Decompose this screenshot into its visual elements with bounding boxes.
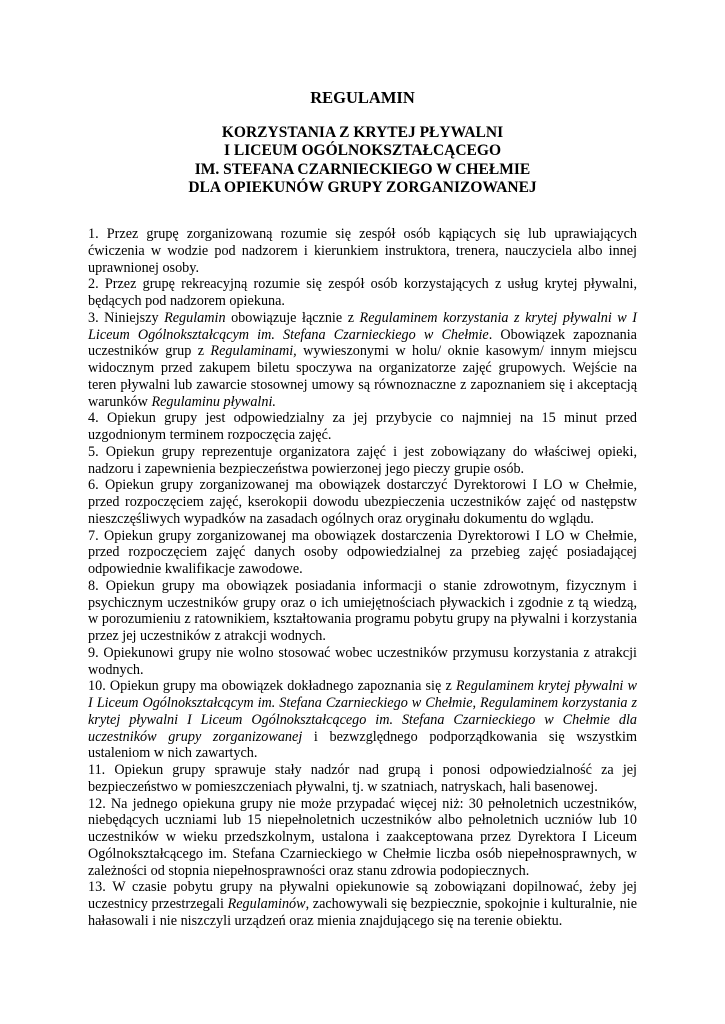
regulation-point: [88, 477, 637, 527]
point-text: wywieszonymi w holu/ oknie kasowym/ innym miejscu widocznym przed zakupem biletu spoczywa na organizatorze zajęć grupowych. Wejście na teren pływalni lub zawarcie stosownej umowy są równoznaczne z zapoznaniem się i akceptacją warunków: [88, 343, 637, 410]
point-text: obowiązuje łącznie z: [225, 309, 360, 326]
italic-reference: Regulaminów: [227, 896, 306, 912]
regulation-point: [88, 678, 637, 762]
regulation-point: [88, 879, 637, 929]
italic-reference: Regulaminami,: [210, 343, 297, 360]
regulation-point: [88, 528, 637, 578]
regulation-point: [88, 310, 637, 411]
regulation-point: [88, 796, 637, 880]
point-text: 12. Na jednego opiekuna grupy nie może przypadać więcej niż: 30 pełnoletnich uczestników, niebędących uczniami lub 15 niepełnoletnich uczestników albo pełnoletnich uczniów lub 10 uczestników w wieku przedszkolnym, ustalona i zaakceptowana przez Dyrektora I Liceum Ogólnokształcącego im. Stefana Czarnieckiego w Chełmie liczba osób niepełnosprawnych, w zależności od stopnia niepełnosprawności oraz stanu zdrowia podopiecznych.: [88, 795, 637, 879]
italic-reference: Regulaminu pływalni.: [151, 393, 276, 410]
point-text: 4. Opiekun grupy jest odpowiedzialny za jej przybycie co najmniej na 15 minut przed uzgodnionym terminem rozpoczęcia zajęć.: [88, 410, 637, 443]
point-text: 9. Opiekunowi grupy nie wolno stosować wobec uczestników przymusu korzystania z atrakcji wodnych.: [88, 644, 637, 678]
point-text: 3. Niniejszy: [88, 309, 165, 326]
point-text: 6. Opiekun grupy zorganizowanej ma obowiązek dostarczyć Dyrektorowi I LO w Chełmie, przed rozpoczęciem zajęć, kserokopii dowodu ubezpieczenia uczestników zajęć od następstw nieszczęśliwych wypadków na zasadach ogólnych oraz oryginału dokumentu do wglądu.: [88, 477, 637, 527]
point-text: 7. Opiekun grupy zorganizowanej ma obowiązek dostarczenia Dyrektorowi I LO w Chełmie, przed rozpoczęciem zajęć danych osoby odpowiedzialnej za przebieg zajęć posiadającej odpowiednie kwalifikacje zawodowe.: [88, 527, 637, 577]
point-text: . Obowiązek zapoznania uczestników grup z: [88, 326, 637, 360]
regulation-point: [88, 762, 637, 796]
document-subtitle: [0, 124, 725, 197]
italic-reference: Regulamin: [164, 309, 226, 326]
subtitle-line: I LICEUM OGÓLNOKSZTAŁCĄCEGO: [223, 142, 502, 160]
point-text: , zachowywali się bezpiecznie, spokojnie i kulturalnie, nie hałasowali i nie niszczyli urządzeń oraz mienia znajdującego się na terenie obiektu.: [88, 896, 637, 929]
regulation-point: [88, 444, 637, 478]
document-title: REGULAMIN: [310, 88, 415, 107]
point-text: 2. Przez grupę rekreacyjną rozumie się zespół osób korzystających z usług krytej pływalni, będących pod nadzorem opiekuna.: [88, 276, 637, 309]
regulation-point: [88, 276, 637, 310]
point-text: 8. Opiekun grupy ma obowiązek posiadania informacji o stanie zdrowotnym, fizycznym i psychicznym uczestników grupy oraz o ich umiejętnościach pływackich i zgodnie z tą wiedzą, w porozumieniu z ratownikiem, kształtowania programu pobytu grupy na pływalni i korzystania przez jej uczestników z atrakcji wodnych.: [88, 577, 637, 644]
regulation-point: [88, 578, 637, 645]
regulation-point: [88, 410, 637, 444]
regulation-point: [88, 645, 637, 679]
point-text: i bezwzględnego podporządkowania się wszystkim ustaleniom w nich zawartych.: [88, 728, 637, 762]
point-text: 5. Opiekun grupy reprezentuje organizatora zajęć i jest zobowiązany do właściwej opieki, nadzoru i zapewnienia bezpieczeństwa powierzonej jego pieczy grupie osób.: [88, 443, 637, 477]
point-text: 13. W czasie pobytu grupy na pływalni opiekunowie są zobowiązani dopilnować, żeby jej uczestnicy przestrzegali: [88, 879, 637, 912]
subtitle-line: DLA OPIEKUNÓW GRUPY ZORGANIZOWANEJ: [188, 178, 537, 196]
subtitle-line: IM. STEFANA CZARNIECKIEGO W CHEŁMIE: [194, 160, 531, 178]
point-text: 10. Opiekun grupy ma obowiązek dokładnego zapoznania się z: [88, 678, 456, 695]
italic-reference: Regulaminem korzystania z krytej pływalni w I Liceum Ogólnokształcącym im. Stefana Czarnieckiego w Chełmie: [88, 309, 638, 343]
italic-reference: Regulaminem krytej pływalni w I Liceum Ogólnokształcącym im. Stefana Czarnieckiego w Chełmie, Regulaminem korzystania z krytej pływalni I Liceum Ogólnokształcącego im. Stefana Czarnieckiego w Chełmie dla uczestników grupy zorganizowanej: [88, 678, 637, 745]
subtitle-line: KORZYSTANIA Z KRYTEJ PŁYWALNI: [221, 124, 504, 141]
point-text: 1. Przez grupę zorganizowaną rozumie się zespół osób kąpiących się lub uprawiających ćwiczenia w wodzie pod nadzorem i kierunkiem instruktora, trenera, nauczyciela albo innej uprawnionej osoby.: [88, 226, 637, 276]
regulation-point: [88, 226, 637, 276]
point-text: 11. Opiekun grupy sprawuje stały nadzór nad grupą i ponosi odpowiedzialność za jej bezpieczeństwo w pomieszczeniach pływalni, tj. w szatniach, natryskach, hali basenowej.: [88, 762, 637, 795]
regulation-points: [88, 226, 637, 930]
